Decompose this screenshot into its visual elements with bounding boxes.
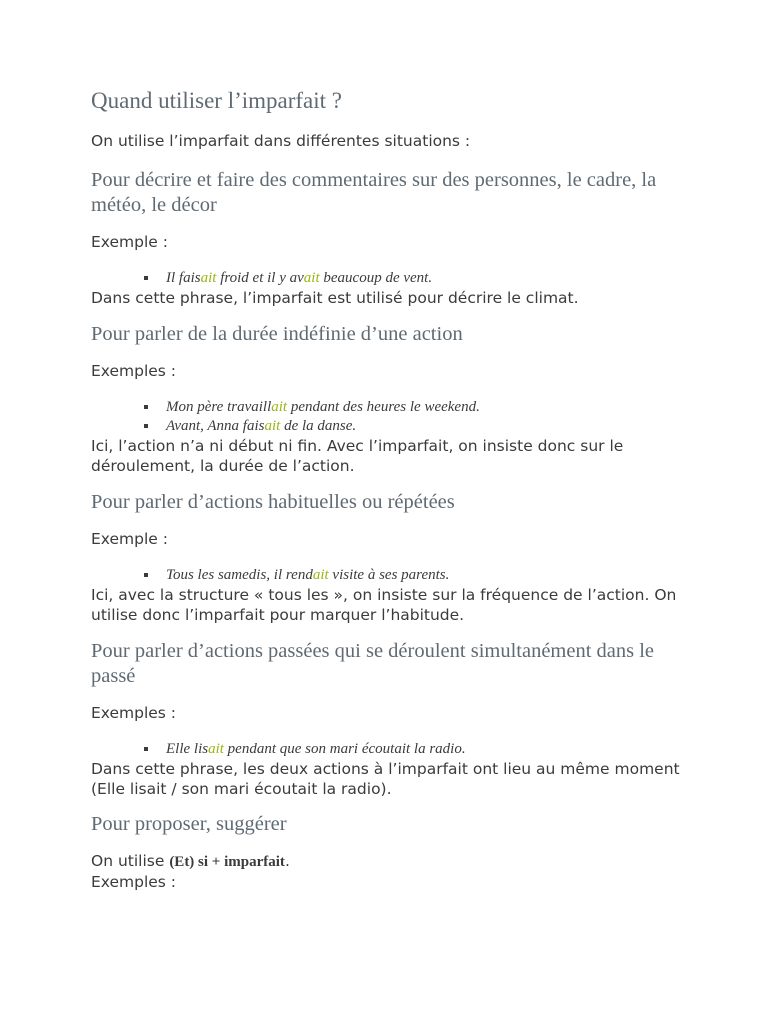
intro-text: On utilise l’imparfait dans différentes situations : (91, 132, 471, 150)
examples-label: Exemple : (91, 233, 168, 251)
examples-label: Exemples : (91, 873, 177, 891)
examples-label: Exemples : (91, 362, 177, 380)
section-suggest (91, 812, 681, 892)
square-bullet-icon (144, 405, 148, 409)
example-text: Tous les samedis, il rend (166, 567, 313, 583)
explanation-text: Dans cette phrase, les deux actions à l’imparfait ont lieu au même moment (Elle lisait / son mari écoutait la radio). (91, 760, 680, 798)
verb-ending-highlight: ait (200, 270, 217, 286)
example-list (91, 269, 681, 288)
example-text: Elle lis (166, 741, 209, 757)
example-item (166, 740, 681, 759)
square-bullet-icon (144, 276, 148, 280)
example-list (91, 740, 681, 759)
example-item (166, 269, 681, 288)
square-bullet-icon (144, 747, 148, 751)
example-text: froid et il y av (216, 270, 304, 286)
examples-label: Exemple : (91, 530, 168, 548)
explanation-text: Dans cette phrase, l’imparfait est utilisé pour décrire le climat. (91, 289, 579, 307)
examples-label: Exemples : (91, 704, 177, 722)
example-text: Mon père travaill (166, 399, 272, 415)
page-title: Quand utiliser l’imparfait ? (91, 88, 343, 113)
square-bullet-icon (144, 424, 148, 428)
example-item (166, 417, 681, 436)
usage-suffix: . (284, 852, 290, 870)
example-list (91, 398, 681, 436)
explanation-text: Ici, l’action n’a ni début ni fin. Avec l’imparfait, on insiste donc sur le déroulement, la durée de l’action. (91, 437, 624, 475)
section (91, 322, 681, 476)
section-heading: Pour proposer, suggérer (91, 813, 287, 835)
explanation-text: Ici, avec la structure « tous les », on insiste sur la fréquence de l’action. On utilise donc l’imparfait pour marquer l’habitude. (91, 586, 677, 624)
usage-formula: (Et) si + imparfait (169, 854, 285, 870)
example-text: pendant que son mari écoutait la radio. (223, 741, 466, 757)
verb-ending-highlight: ait (264, 418, 281, 434)
example-text: beaucoup de vent. (319, 270, 433, 286)
example-text: Il fais (166, 270, 201, 286)
section-heading: Pour parler d’actions habituelles ou répétées (91, 491, 455, 513)
document-page (91, 84, 681, 892)
usage-line (91, 851, 681, 872)
section (91, 639, 681, 799)
verb-ending-highlight: ait (271, 399, 288, 415)
section (91, 490, 681, 625)
example-text: visite à ses parents. (328, 567, 450, 583)
example-text: Avant, Anna fais (166, 418, 265, 434)
example-item (166, 566, 681, 585)
section-heading: Pour parler de la durée indéfinie d’une action (91, 323, 463, 345)
example-text: pendant des heures le weekend. (287, 399, 480, 415)
verb-ending-highlight: ait (303, 270, 320, 286)
section (91, 168, 681, 308)
verb-ending-highlight: ait (312, 567, 329, 583)
verb-ending-highlight: ait (208, 741, 224, 757)
sections-container (91, 168, 681, 799)
section-heading: Pour décrire et faire des commentaires sur des personnes, le cadre, la météo, le décor (91, 169, 657, 216)
example-list (91, 566, 681, 585)
section-heading: Pour parler d’actions passées qui se déroulent simultanément dans le passé (91, 640, 655, 687)
usage-prefix: On utilise (91, 852, 170, 870)
example-text: de la danse. (280, 418, 357, 434)
square-bullet-icon (144, 573, 148, 577)
example-item (166, 398, 681, 417)
